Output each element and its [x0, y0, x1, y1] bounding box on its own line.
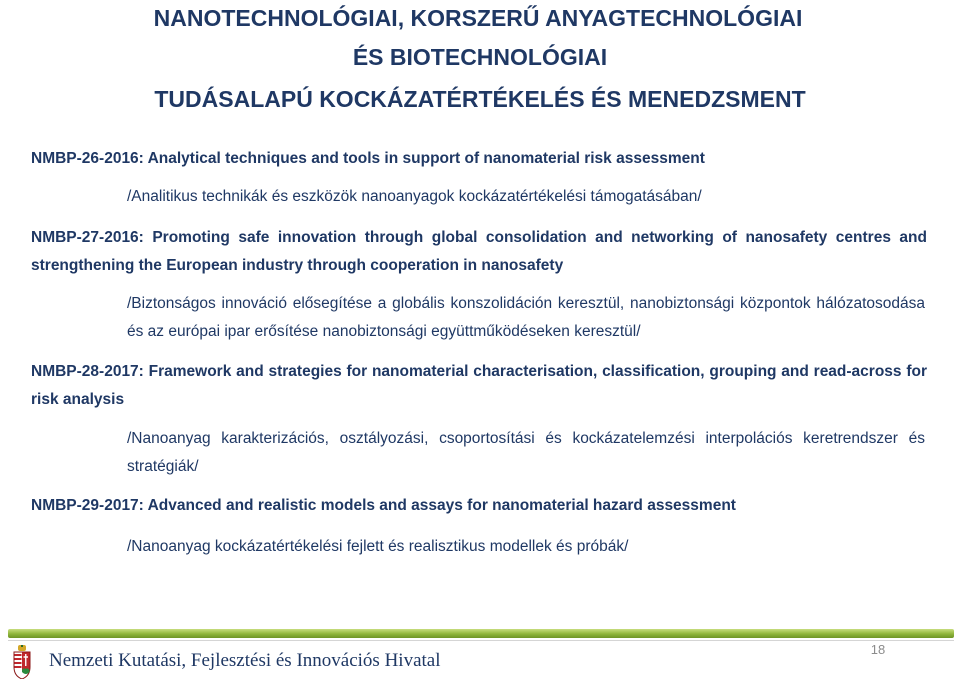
- hungarian-coat-of-arms-icon: [12, 645, 32, 679]
- call-translation-nmbp-27: /Biztonságos innováció elősegítése a globális konszolidáción keresztül, nanobiztonsági központok hálózatosodása és az európai ipar erősítése nanobiztonsági együttműködéseken keresztül/: [127, 295, 925, 340]
- footer-divider: [8, 640, 954, 641]
- page-number: 18: [870, 642, 886, 657]
- slide-title-line-1: NANOTECHNOLÓGIAI, KORSZERŰ ANYAGTECHNOLÓGIAI: [153, 5, 803, 31]
- footer-organization: Nemzeti Kutatási, Fejlesztési és Innovációs Hivatal: [49, 650, 441, 671]
- call-heading-nmbp-29: NMBP-29-2017: Advanced and realistic models and assays for nanomaterial hazard assessment: [31, 497, 736, 514]
- call-heading-nmbp-26: NMBP-26-2016: Analytical techniques and tools in support of nanomaterial risk assessment: [31, 150, 705, 167]
- call-heading-nmbp-28: NMBP-28-2017: Framework and strategies for nanomaterial characterisation, classification, grouping and read-across for risk analysis: [31, 363, 927, 408]
- slide-title-line-2: ÉS BIOTECHNOLÓGIAI: [352, 44, 608, 70]
- call-translation-nmbp-26: /Analitikus technikák és eszközök nanoanyagok kockázatértékelési támogatásában/: [127, 188, 702, 205]
- call-translation-nmbp-28: /Nanoanyag karakterizációs, osztályozási, csoportosítási és kockázatelemzési interpolációs keretrendszer és stratégiák/: [127, 430, 925, 475]
- call-heading-nmbp-27: NMBP-27-2016: Promoting safe innovation through global consolidation and networking of nanosafety centres and strengthening the European industry through cooperation in nanosafety: [31, 229, 927, 274]
- call-translation-nmbp-29: /Nanoanyag kockázatértékelési fejlett és realisztikus modellek és próbák/: [127, 538, 629, 555]
- footer-bar: [8, 629, 954, 638]
- slide-title-line-3: TUDÁSALAPÚ KOCKÁZATÉRTÉKELÉS ÉS MENEDZSMENT: [154, 86, 806, 112]
